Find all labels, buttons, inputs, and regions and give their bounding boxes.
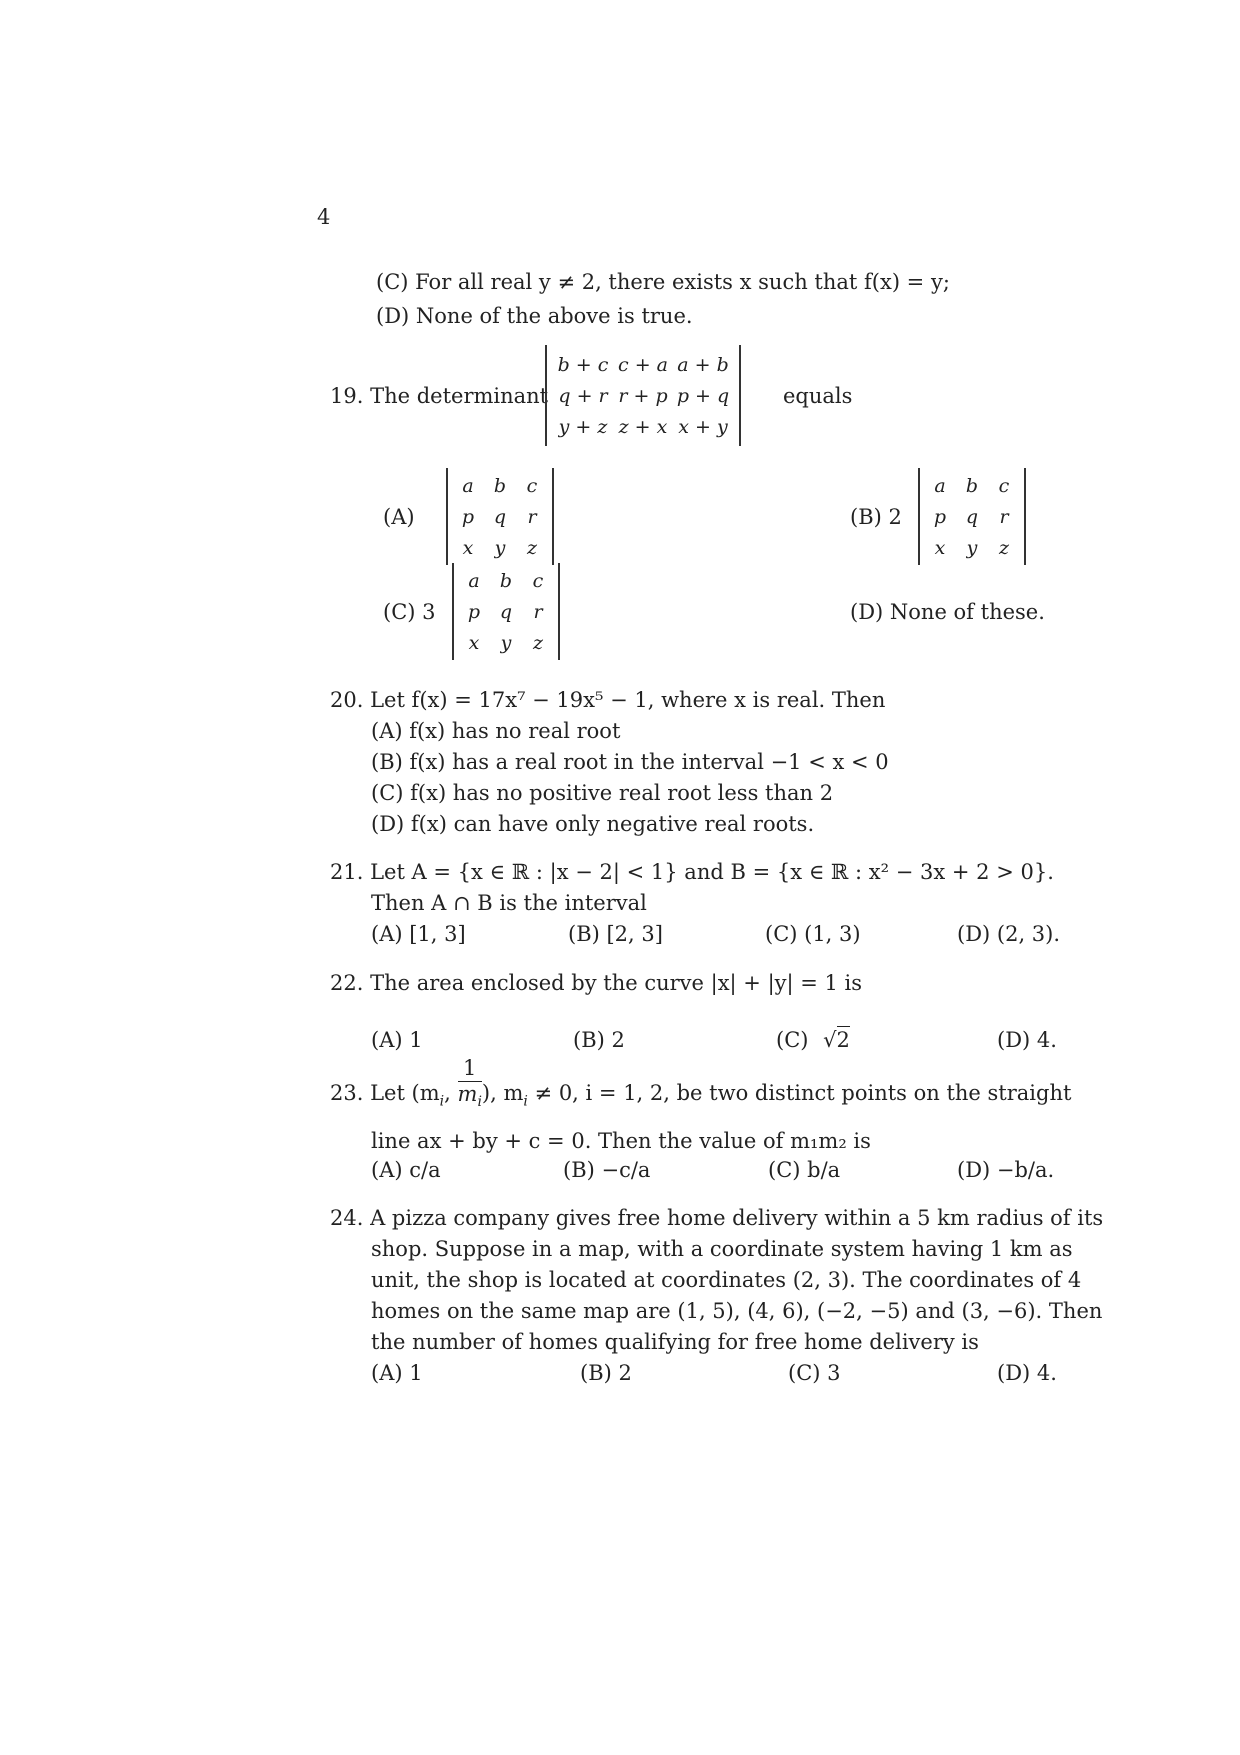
q22-option-a: (A) 1 [371, 1028, 423, 1052]
q20-option-b: (B) f(x) has a real root in the interval −1 < x < 0 [371, 750, 889, 774]
q18-option-d: (D) None of the above is true. [376, 304, 693, 328]
q23-stem-tail: ≠ 0, i = 1, 2, be two distinct points on the straight [527, 1081, 1072, 1106]
q22-option-b: (B) 2 [573, 1028, 625, 1052]
q24-line-3: unit, the shop is located at coordinates (2, 3). The coordinates of 4 [371, 1268, 1082, 1292]
q21-option-a: (A) [1, 3] [371, 922, 466, 946]
q20-option-c: (C) f(x) has no positive real root less than 2 [371, 781, 834, 805]
q24-option-b: (B) 2 [580, 1361, 632, 1385]
matrix-cell: c + a [618, 353, 668, 376]
q23-fraction [458, 1056, 482, 1111]
q22-option-c [776, 1030, 850, 1051]
q23-stem-line2: line ax + by + c = 0. Then the value of m₁m₂ is [371, 1129, 871, 1153]
q22-stem: 22. The area enclosed by the curve |x| + |y| = 1 is [330, 971, 863, 995]
q23-option-d: (D) −b/a. [957, 1158, 1055, 1182]
matrix-cell: x [462, 536, 474, 559]
q19-determinant [545, 345, 741, 446]
q23-subscript-2: i [523, 1093, 528, 1110]
matrix-cell: r + p [618, 384, 668, 407]
q19-option-d: (D) None of these. [850, 600, 1045, 624]
matrix-cell: z [998, 536, 1009, 559]
q21-stem-line2: Then A ∩ B is the interval [371, 891, 647, 915]
matrix-cell: p + q [676, 384, 730, 407]
matrix-cell: y [966, 536, 978, 559]
page-number: 4 [317, 205, 331, 229]
q24-line-5: the number of homes qualifying for free home delivery is [371, 1330, 979, 1354]
q19-suffix: equals [783, 384, 853, 408]
q20-option-d: (D) f(x) can have only negative real roots. [371, 812, 815, 836]
sqrt-value: 2 [836, 1028, 850, 1052]
q19-option-c-matrix [452, 563, 560, 660]
matrix-cell: y [500, 631, 512, 654]
q24-line-1: 24. A pizza company gives free home delivery within a 5 km radius of its [330, 1206, 1104, 1230]
matrix-cell: p [933, 505, 947, 528]
matrix-cell: r [999, 505, 1009, 528]
matrix-cell: c [532, 569, 544, 592]
matrix-cell: c [998, 474, 1010, 497]
matrix-cell: a + b [677, 353, 729, 376]
q23-option-c: (C) b/a [768, 1158, 841, 1182]
q19-option-b-label: (B) 2 [850, 505, 902, 529]
matrix-cell: r [527, 505, 537, 528]
q24-line-4: homes on the same map are (1, 5), (4, 6), (−2, −5) and (3, −6). Then [371, 1299, 1103, 1323]
q19-option-c-label: (C) 3 [383, 600, 436, 624]
q24-option-d: (D) 4. [997, 1361, 1057, 1385]
q24-option-c: (C) 3 [788, 1361, 841, 1385]
matrix-cell: a [934, 474, 946, 497]
matrix-cell: a [462, 474, 474, 497]
matrix-cell: r [533, 600, 543, 623]
q22-option-d: (D) 4. [997, 1028, 1057, 1052]
matrix-cell: b [965, 474, 979, 497]
q23-den-sub: i [477, 1094, 482, 1111]
q19-prompt: 19. The determinant [330, 384, 549, 408]
matrix-cell: x [468, 631, 480, 654]
q21-option-c: (C) (1, 3) [765, 922, 861, 946]
matrix-cell: c [526, 474, 538, 497]
q20-stem: 20. Let f(x) = 17x⁷ − 19x⁵ − 1, where x is real. Then [330, 688, 886, 712]
q20-option-a: (A) f(x) has no real root [371, 719, 621, 743]
matrix-cell: x + y [678, 415, 728, 438]
q23-option-b: (B) −c/a [563, 1158, 651, 1182]
q24-option-a: (A) 1 [371, 1361, 423, 1385]
q23-stem-pre: 23. Let (m [330, 1081, 440, 1106]
matrix-cell: b [493, 474, 507, 497]
q23-subscript: i [439, 1093, 445, 1110]
matrix-cell: z [526, 536, 537, 559]
matrix-cell: q [493, 505, 507, 528]
q23-den-m: m [457, 1082, 478, 1107]
matrix-cell: y + z [558, 415, 608, 438]
q23-fraction-denominator [458, 1082, 482, 1111]
matrix-cell: q [499, 600, 513, 623]
q23-stem: 23. Let ($m_i$, $\frac{1}{m_i}$ ), $m_i \ne 0$, i = 1, 2, be two distinct points on the straight [330, 1056, 1072, 1111]
q19-option-a-label: (A) [383, 505, 415, 529]
q21-option-d: (D) (2, 3). [957, 922, 1061, 946]
q23-fraction-numerator: 1 [458, 1056, 482, 1082]
matrix-cell: z [532, 631, 543, 654]
q24-line-2: shop. Suppose in a map, with a coordinate system having 1 km as [371, 1237, 1073, 1261]
q21-stem: 21. Let A = {x ∈ ℝ : |x − 2| < 1} and B = {x ∈ ℝ : x² − 3x + 2 > 0}. [330, 860, 1054, 884]
sqrt-symbol: √ [823, 1028, 837, 1052]
q19-option-a-matrix [446, 468, 554, 565]
q18-option-c: (C) For all real y ≠ 2, there exists x such that f(x) = y; [376, 270, 950, 294]
matrix-cell: p [461, 505, 475, 528]
matrix-cell: p [467, 600, 481, 623]
q23-stem-post: ), m [481, 1081, 524, 1106]
q23-option-a: (A) c/a [371, 1158, 441, 1182]
matrix-cell: b + c [557, 353, 609, 376]
matrix-cell: q [965, 505, 979, 528]
q19-option-b-matrix [918, 468, 1026, 565]
q22-option-c-label: (C) [776, 1028, 809, 1052]
matrix-cell: y [494, 536, 506, 559]
q21-option-b: (B) [2, 3] [568, 922, 663, 946]
matrix-cell: b [499, 569, 513, 592]
matrix-cell: q + r [558, 384, 608, 407]
matrix-cell: a [468, 569, 480, 592]
matrix-cell: z + x [618, 415, 668, 438]
matrix-cell: x [934, 536, 946, 559]
